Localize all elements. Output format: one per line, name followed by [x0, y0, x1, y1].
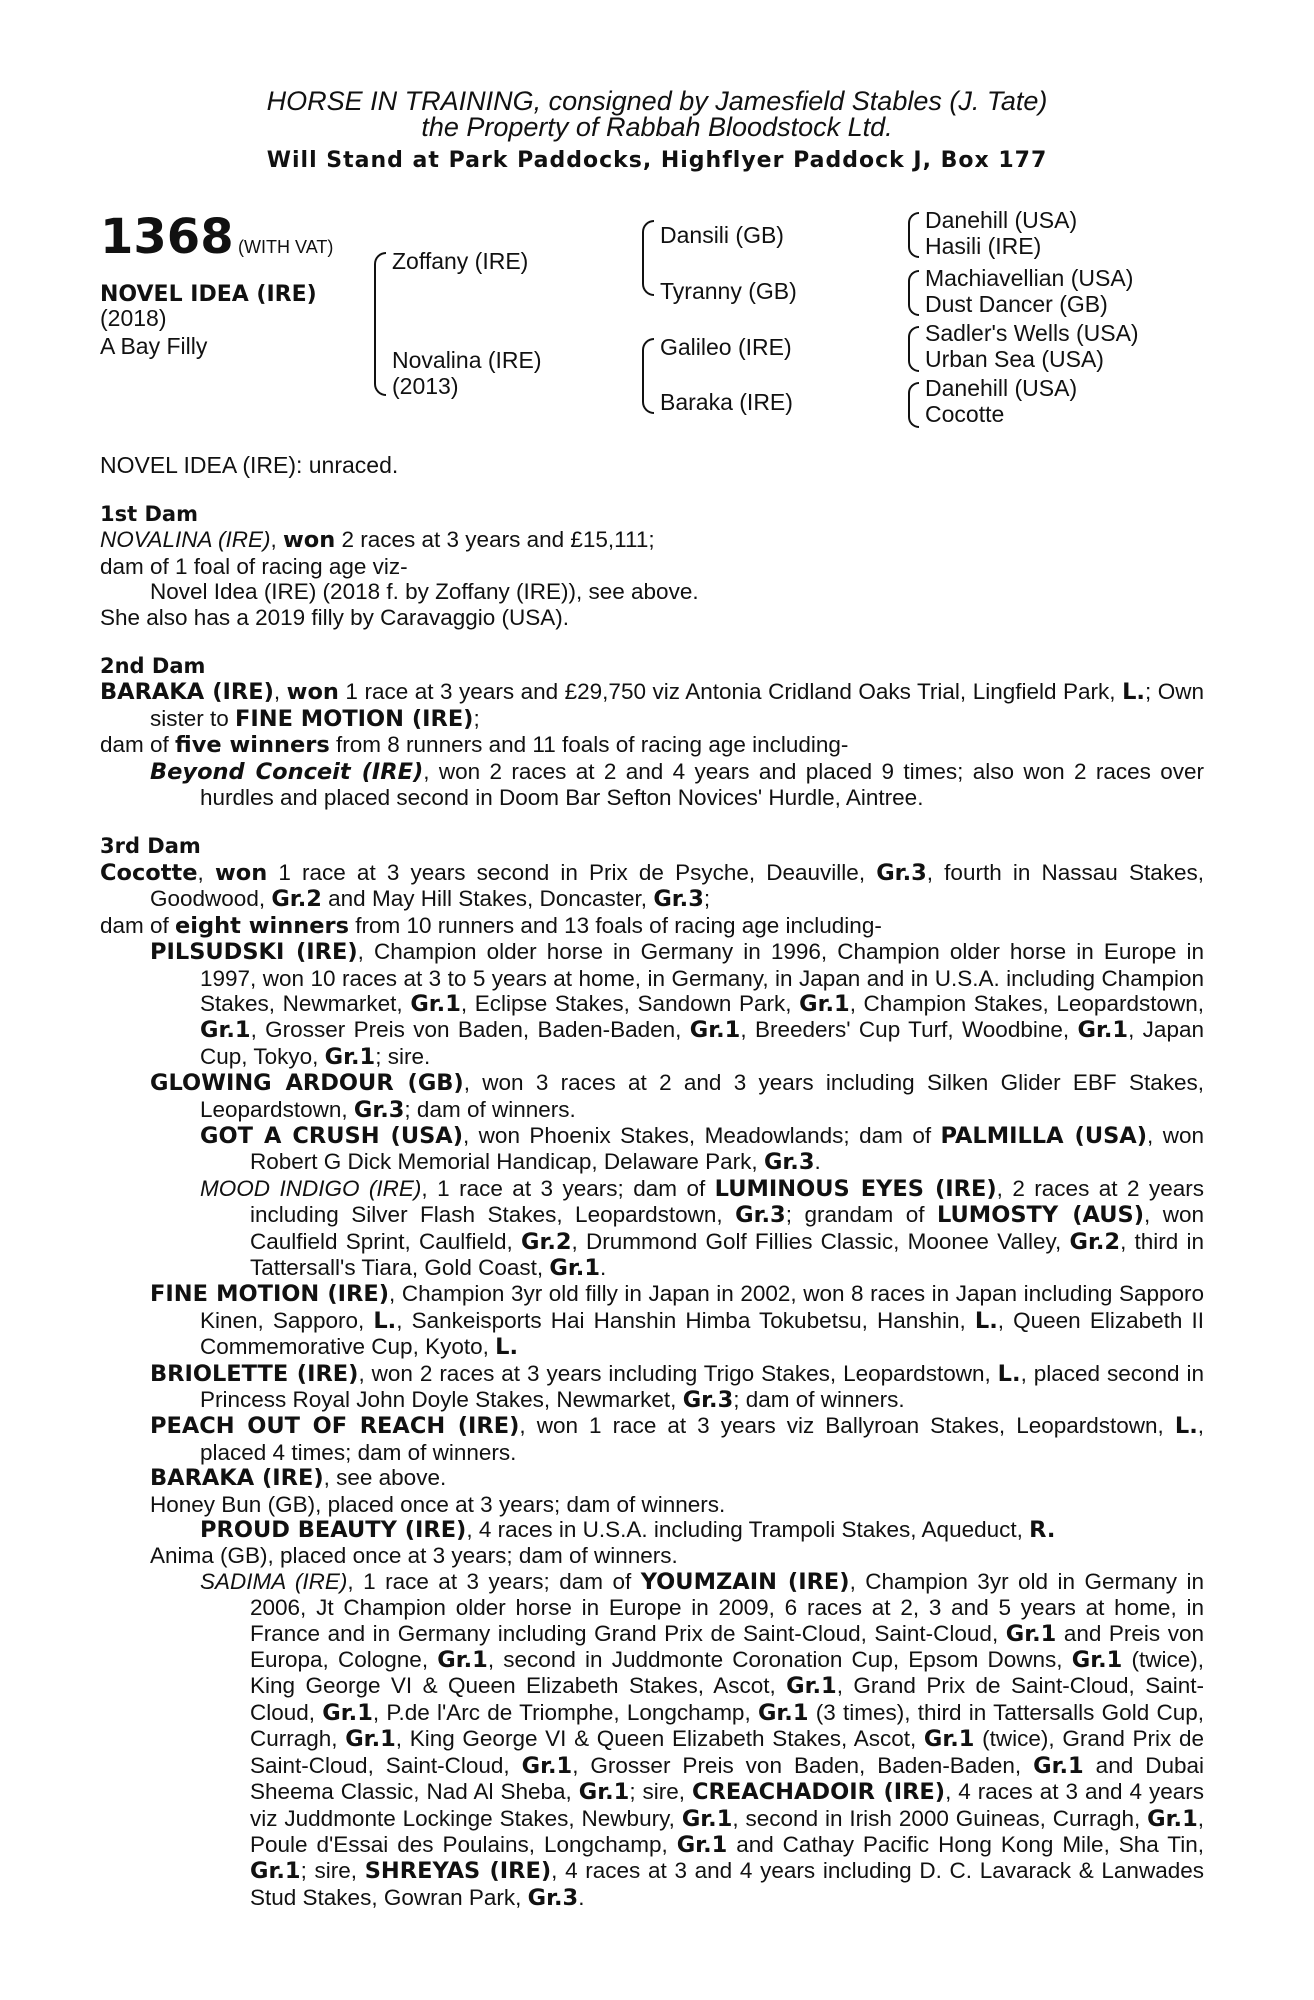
third-dam-line-1: Cocotte, won 1 race at 3 years second in Prix de Psyche, Deauville, Gr.3, fourth in Nassau Stakes, Goodwood, Gr.2 and May Hill Stakes, Doncaster, Gr.3; [100, 859, 1204, 913]
second-dam-name: BARAKA (IRE) [100, 679, 274, 706]
pedigree-sire-sire: Dansili (GB) [660, 222, 784, 248]
produce-got-a-crush: GOT A CRUSH (USA), won Phoenix Stakes, Meadowlands; dam of PALMILLA (USA), won Robert G Dick Memorial Handicap, Delaware Park, Gr.3. [200, 1122, 1204, 1176]
pedigree-brace-3c [908, 326, 919, 372]
pedigree-g2: Hasili (IRE) [925, 233, 1042, 259]
header-line-1: HORSE IN TRAINING, consigned by Jamesfield Stables (J. Tate) [266, 86, 1048, 116]
first-dam-produce: Novel Idea (IRE) (2018 f. by Zoffany (IRE)), see above. [150, 579, 699, 605]
produce-fine-motion: FINE MOTION (IRE), Champion 3yr old filly in Japan in 2002, won 8 races in Japan including Sapporo Kinen, Sapporo, L., Sankeisports Hai Hanshin Himba Tokubetsu, Hanshin, L., Queen Elizabeth II Commemorative Cup, Kyoto, L. [150, 1281, 1205, 1361]
first-dam-line-1: NOVALINA (IRE), won 2 races at 3 years and £15,111; [100, 527, 655, 554]
pedigree-g8: Cocotte [925, 401, 1005, 427]
lot-number-row [100, 209, 334, 265]
second-dam-line-1: BARAKA (IRE), won 1 race at 3 years and £29,750 viz Antonia Cridland Oaks Trial, Lingfield Park, L.; Own sister to FINE MOTION (IRE); [100, 679, 1204, 732]
horse-description: A Bay Filly [100, 333, 208, 359]
pedigree-g5: Sadler's Wells (USA) [925, 320, 1139, 346]
lot-number: 1368 [100, 209, 234, 265]
pedigree-g7: Danehill (USA) [925, 375, 1078, 401]
header-line-3: Will Stand at Park Paddocks, Highflyer Paddock J, Box 177 [266, 148, 1048, 173]
first-dam-heading: 1st Dam [100, 502, 198, 526]
produce-mood-indigo: MOOD INDIGO (IRE), 1 race at 3 years; dam of LUMINOUS EYES (IRE), 2 races at 2 years including Silver Flash Stakes, Leopardstown, Gr.3; grandam of LUMOSTY (AUS), won Caulfield Sprint, Caulfield, Gr.2, Drummond Golf Fillies Classic, Moonee Valley, Gr.2, third in Tattersall's Tiara, Gold Coast, Gr.1. [200, 1175, 1205, 1281]
pedigree-dam: Novalina (IRE) [392, 347, 542, 373]
produce-sadima: SADIMA (IRE), 1 race at 3 years; dam of YOUMZAIN (IRE), Champion 3yr old in Germany in 2006, Jt Champion older horse in Europe in 2009, 6 races at 2, 3 and 5 years at home, in France and in Germany including Grand Prix de Saint-Cloud, Saint-Cloud, Gr.1 and Preis von Europa, Cologne, Gr.1, second in Juddmonte Coronation Cup, Epsom Downs, Gr.1 (twice), King George VI & Queen Elizabeth Stakes, Ascot, Gr.1, Grand Prix de Saint-Cloud, Saint-Cloud, Gr.1, P.de l'Arc de Triomphe, Longchamp, Gr.1 (3 times), third in Tattersalls Gold Cup, Curragh, Gr.1, King George VI & Queen Elizabeth Stakes, Ascot, Gr.1 (twice), Grand Prix de Saint-Cloud, Saint-Cloud, Gr.1, Grosser Preis von Baden, Baden-Baden, Gr.1 and Dubai Sheema Classic, Nad Al Sheba, Gr.1; sire, CREACHADOIR (IRE), 4 races at 3 and 4 years viz Juddmonte Lockinge Stakes, Newbury, Gr.1, second in Irish 2000 Guineas, Curragh, Gr.1, Poule d'Essai des Poulains, Longchamp, Gr.1 and Cathay Pacific Hong Kong Mile, Sha Tin, Gr.1; sire, SHREYAS (IRE), 4 races at 3 and 4 years including D. C. Lavarack & Lanwades Stud Stakes, Gowran Park, Gr.3. [200, 1568, 1205, 1911]
produce-anima: Anima (GB), placed once at 3 years; dam of winners. [150, 1543, 678, 1569]
pedigree-dam-dam: Baraka (IRE) [660, 389, 793, 415]
produce-pilsudski: PILSUDSKI (IRE), Champion older horse in Germany in 1996, Champion older horse in Europe in 1997, won 10 races at 3 to 5 years at home, in Germany, in Japan and in U.S.A. including Champion Stakes, Newmarket, Gr.1, Eclipse Stakes, Sandown Park, Gr.1, Champion Stakes, Leopardstown, Gr.1, Grosser Preis von Baden, Baden-Baden, Gr.1, Breeders' Cup Turf, Woodbine, Gr.1, Japan Cup, Tokyo, Gr.1; sire. [150, 939, 1204, 1070]
horse-name: NOVEL IDEA (IRE) [100, 282, 317, 307]
pedigree-brace-2a [642, 220, 654, 296]
pedigree-sire: Zoffany (IRE) [392, 248, 529, 274]
third-dam-name: Cocotte [100, 859, 198, 886]
pedigree-dam-year: (2013) [392, 373, 459, 399]
produce-proud-beauty: PROUD BEAUTY (IRE), 4 races in U.S.A. including Trampoli Stakes, Aqueduct, R. [200, 1517, 1056, 1544]
third-dam-heading: 3rd Dam [100, 834, 201, 859]
header-line-2: the Property of Rabbah Bloodstock Ltd. [421, 112, 893, 142]
catalogue-body [100, 502, 1204, 1911]
horse-year: (2018) [100, 305, 167, 331]
produce-honey-bun: Honey Bun (GB), placed once at 3 years; dam of winners. [150, 1491, 726, 1517]
produce-briolette: BRIOLETTE (IRE), won 2 races at 3 years including Trigo Stakes, Leopardstown, L., placed second in Princess Royal John Doyle Stakes, Newmarket, Gr.3; dam of winners. [150, 1360, 1205, 1413]
pedigree-sire-dam: Tyranny (GB) [660, 278, 797, 304]
pedigree-dam-sire: Galileo (IRE) [660, 334, 792, 360]
pedigree-brace-2b [642, 338, 654, 414]
first-dam-name: NOVALINA (IRE) [100, 527, 271, 553]
pedigree-g6: Urban Sea (USA) [925, 346, 1104, 372]
first-dam-line-2: dam of 1 foal of racing age viz- [100, 553, 408, 579]
pedigree-brace-3d [908, 382, 919, 428]
pedigree-brace-1 [374, 252, 386, 396]
pedigree-brace-3a [908, 212, 919, 258]
second-dam-heading: 2nd Dam [100, 654, 206, 679]
pedigree-g3: Machiavellian (USA) [925, 265, 1134, 291]
second-dam-produce-1: Beyond Conceit (IRE), won 2 races at 2 and 4 years and placed 9 times; also won 2 races over hurdles and placed second in Doom Bar Sefton Novices' Hurdle, Aintree. [150, 758, 1204, 811]
first-dam-line-4: She also has a 2019 filly by Caravaggio (USA). [100, 604, 569, 630]
third-dam-line-2: dam of eight winners from 10 runners and 13 foals of racing age including- [100, 912, 882, 939]
lot-vat: (WITH VAT) [238, 237, 334, 257]
race-record: NOVEL IDEA (IRE): unraced. [100, 452, 399, 478]
produce-glowing-ardour: GLOWING ARDOUR (GB), won 3 races at 2 and 3 years including Silken Glider EBF Stakes, Leopardstown, Gr.3; dam of winners. [150, 1070, 1204, 1123]
produce-baraka: BARAKA (IRE), see above. [150, 1465, 447, 1492]
produce-peach-out-of-reach: PEACH OUT OF REACH (IRE), won 1 race at 3 years viz Ballyroan Stakes, Leopardstown, L., placed 4 times; dam of winners. [150, 1413, 1205, 1465]
pedigree-g4: Dust Dancer (GB) [925, 291, 1108, 317]
pedigree-brace-3b [908, 270, 919, 316]
second-dam-line-2: dam of five winners from 8 runners and 11 foals of racing age including- [100, 732, 849, 759]
third-dam-produce-list [100, 939, 1204, 1911]
pedigree-g1: Danehill (USA) [925, 207, 1078, 233]
